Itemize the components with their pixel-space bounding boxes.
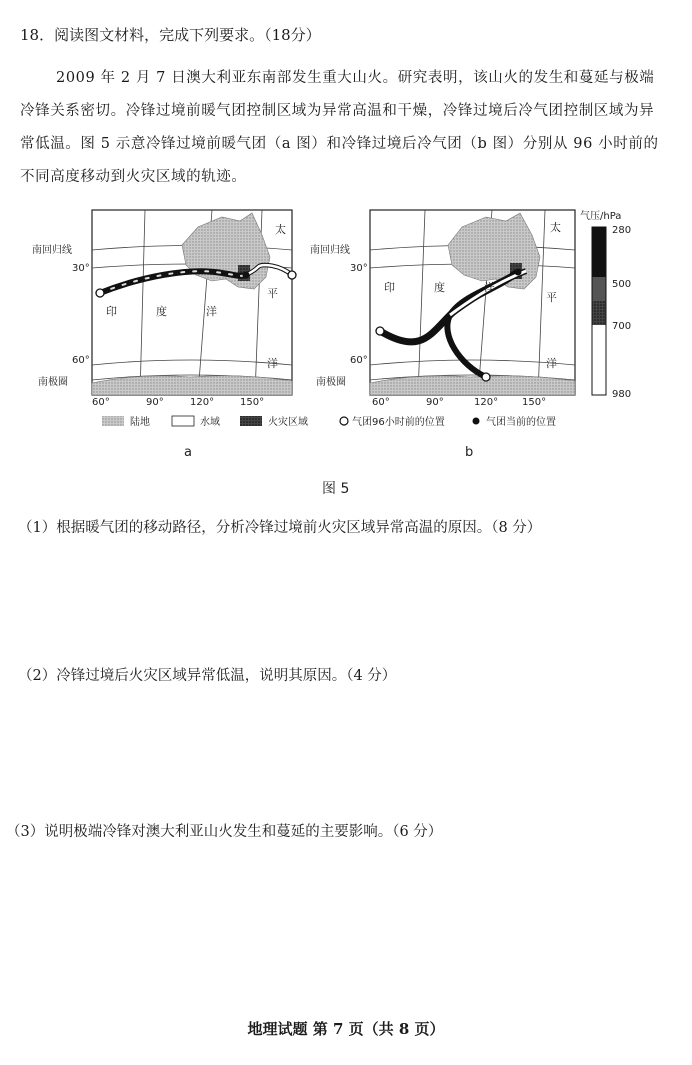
legend-fire-swatch xyxy=(240,416,262,426)
subquestion-3: （3）说明极端冷锋对澳大利亚山火发生和蔓延的主要影响。（6 分） xyxy=(6,824,443,840)
pressure-colorbar xyxy=(580,210,631,400)
end-point-b xyxy=(515,269,522,276)
start-point-a-1 xyxy=(96,289,104,297)
legend-fire: 火灾区域 xyxy=(268,417,308,428)
label-yang-b: 洋 xyxy=(484,281,495,294)
panel-a-label: a xyxy=(184,445,192,460)
label-lon150-b: 150° xyxy=(522,397,547,408)
figure-svg xyxy=(0,205,692,505)
label-du-a: 度 xyxy=(156,305,167,318)
antarctica-land-a xyxy=(92,376,292,395)
label-yin-a: 印 xyxy=(106,305,117,318)
page-footer: 地理试题 第 7 页（共 8 页） xyxy=(247,1020,445,1038)
figure-5 xyxy=(0,205,692,505)
map-panel-b xyxy=(310,210,575,408)
end-point-a xyxy=(243,272,250,279)
label-ping-b: 平 xyxy=(546,291,557,304)
label-lon150-a: 150° xyxy=(240,397,265,408)
legend-current-marker xyxy=(473,418,480,425)
label-lat60-a: 60° xyxy=(72,355,90,366)
subquestion-2: （2）冷锋过境后火灾区域异常低温，说明其原因。（4 分） xyxy=(18,668,397,684)
label-tropic-b: 南回归线 xyxy=(310,245,350,256)
label-yang2-a: 洋 xyxy=(267,357,278,370)
map-legend xyxy=(102,415,556,428)
paragraph-text: 2009 年 2 月 7 日澳大利亚东南部发生重大山火。研究表明，该山火的发生和蔓延与极端冷锋关系密切。冷锋过境前暖气团控制区域为异常高温和干燥，冷锋过境后冷气团控制区域为异常低温。图 5 示意冷锋过境前暖气团（a 图）和冷锋过境后冷气团（b 图）分别从 96 小时前的不同高度移动到火灾区域的轨迹。 xyxy=(20,70,659,185)
label-lat30-a: 30° xyxy=(72,263,90,274)
label-antarctic-b: 南极圈 xyxy=(316,377,346,388)
antarctica-land-b xyxy=(370,376,575,395)
label-lat60-b: 60° xyxy=(350,355,368,366)
legend-start-marker xyxy=(340,417,348,425)
pressure-tick-700: 700 xyxy=(612,321,632,332)
legend-land: 陆地 xyxy=(130,417,150,428)
label-yang2-b: 洋 xyxy=(546,357,557,370)
figure-caption: 图 5 xyxy=(322,481,350,497)
label-lon90-b: 90° xyxy=(426,397,444,408)
legend-land-swatch xyxy=(102,416,124,426)
label-yang-a: 洋 xyxy=(206,305,217,318)
label-tai-b: 太 xyxy=(550,221,561,234)
legend-current: 气团当前的位置 xyxy=(486,417,556,428)
legend-water-swatch xyxy=(172,416,194,426)
panel-b-label: b xyxy=(465,445,474,460)
label-lon60-a: 60° xyxy=(92,397,110,408)
map-panel-a xyxy=(32,210,296,408)
label-lon90-a: 90° xyxy=(146,397,164,408)
start-point-b-2 xyxy=(482,373,490,381)
start-point-a-2 xyxy=(288,271,296,279)
label-antarctic-a: 南极圈 xyxy=(38,377,68,388)
label-du-b: 度 xyxy=(434,281,445,294)
question-header: 18．阅读图文材料，完成下列要求。（18分） xyxy=(20,26,321,44)
label-lon120-b: 120° xyxy=(474,397,499,408)
legend-start: 气团96小时前的位置 xyxy=(352,417,445,428)
label-ping-a: 平 xyxy=(267,287,278,300)
pressure-tick-280: 280 xyxy=(612,225,632,236)
pressure-tick-500: 500 xyxy=(612,279,632,290)
label-lat30-b: 30° xyxy=(350,263,368,274)
label-yin-b: 印 xyxy=(384,281,395,294)
pressure-tick-980: 980 xyxy=(612,389,632,400)
label-lon60-b: 60° xyxy=(372,397,390,408)
subquestion-1: （1）根据暖气团的移动路径，分析冷锋过境前火灾区域异常高温的原因。（8 分） xyxy=(18,520,542,536)
start-point-b-1 xyxy=(376,327,384,335)
label-lon120-a: 120° xyxy=(190,397,215,408)
pressure-title: 气压/hPa xyxy=(580,211,622,222)
legend-water: 水域 xyxy=(200,417,220,428)
label-tropic-a: 南回归线 xyxy=(32,245,72,256)
label-tai-a: 太 xyxy=(275,223,286,236)
question-paragraph xyxy=(20,62,660,194)
